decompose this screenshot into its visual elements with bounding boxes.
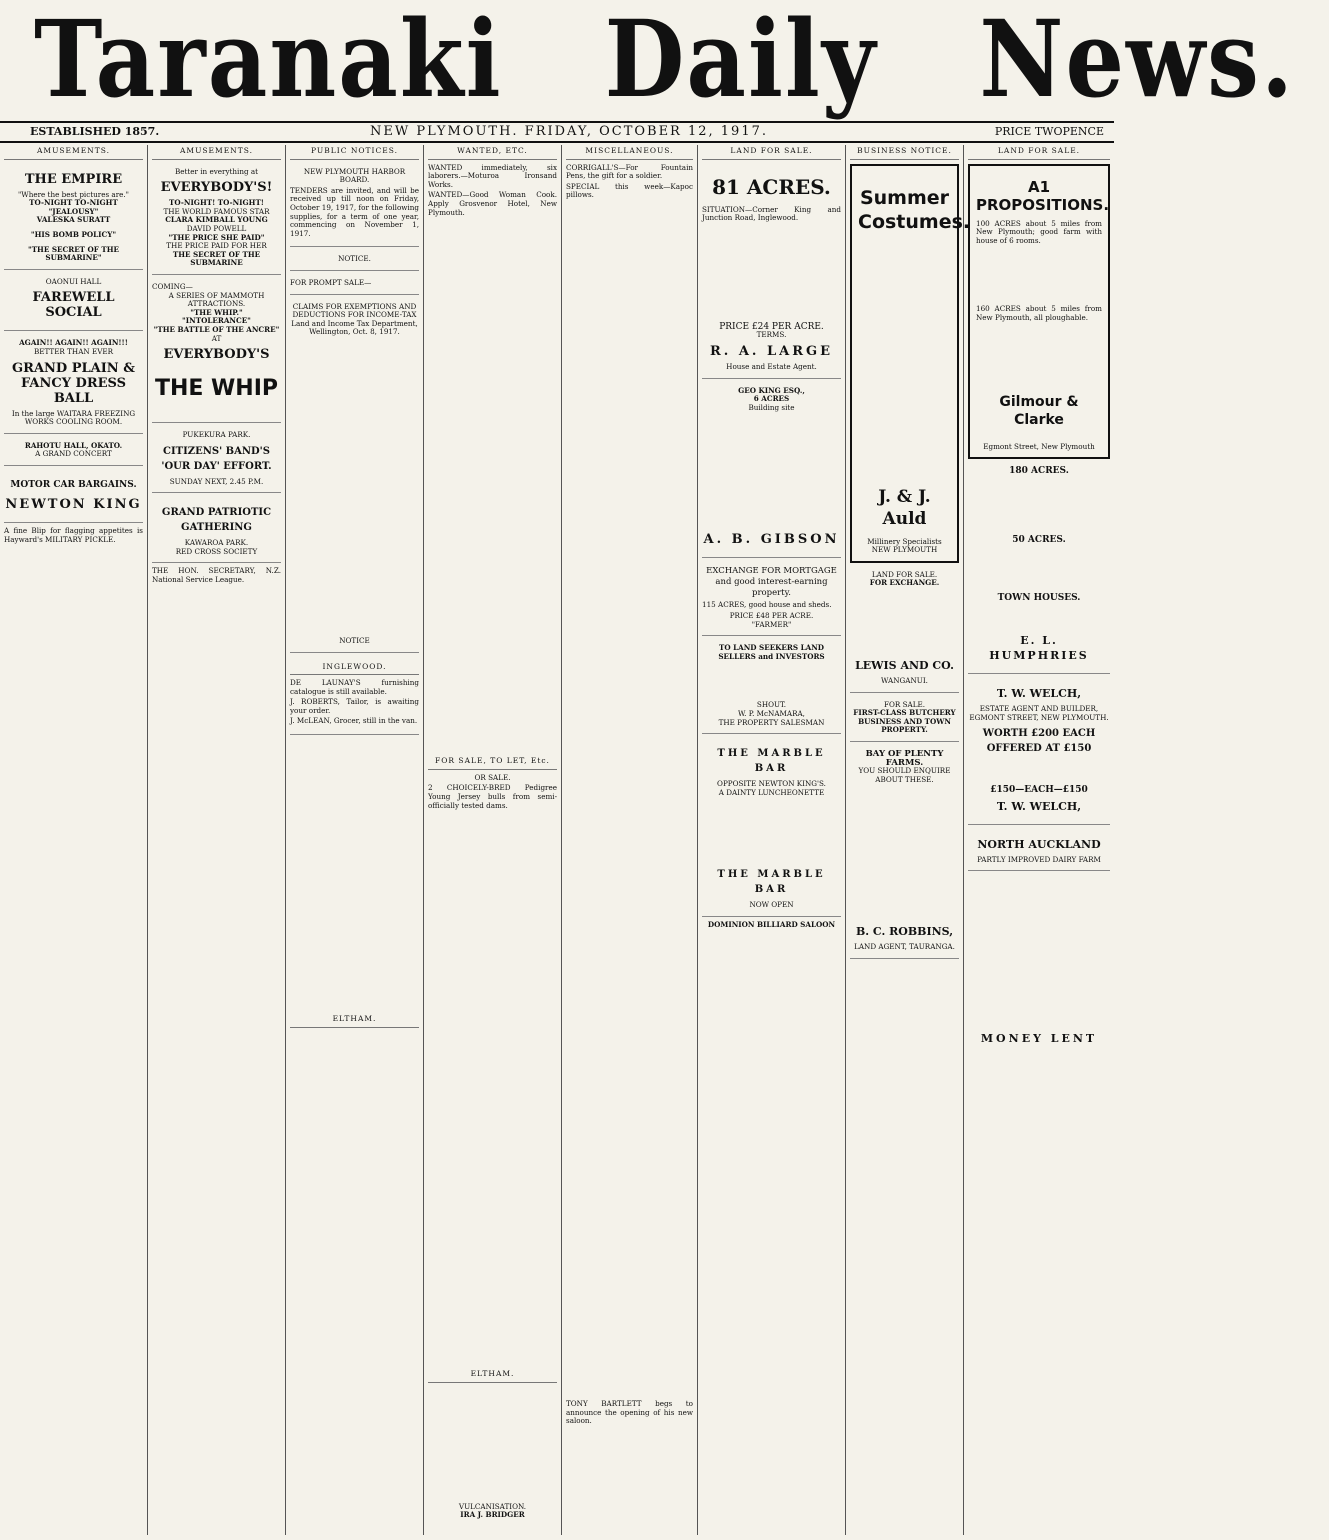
ad-title: NEWTON KING: [5, 496, 142, 512]
ad-text: "THE WHIP.": [190, 307, 243, 317]
ad-text: TO LAND SEEKERS LAND SELLERS and INVESTORS: [718, 643, 825, 661]
ad-text: YOU SHOULD ENQUIRE ABOUT THESE.: [858, 766, 951, 784]
ad-title: 81 ACRES.: [712, 174, 831, 199]
ad-text: Better in everything at: [174, 166, 259, 176]
title-word: Daily: [604, 0, 878, 122]
auckland-ad: [968, 829, 1110, 872]
section-heading: BUSINESS NOTICE.: [850, 147, 959, 160]
exchange-ad: [702, 562, 841, 636]
ad-title: B. C. ROBBINS,: [855, 925, 954, 939]
ad-text: FIRST-CLASS BUTCHERY BUSINESS AND TOWN PROPERTY.: [853, 708, 956, 735]
section-heading: LAND FOR SALE.: [968, 147, 1110, 160]
section-heading: MISCELLANEOUS.: [566, 147, 693, 160]
coming-ad: [152, 279, 281, 423]
ad-text: OAONUI HALL: [45, 276, 102, 286]
acres81-ad: [702, 164, 841, 379]
ad-text: A GRAND CONCERT: [35, 449, 112, 459]
ad-text: BETTER THAN EVER: [33, 346, 114, 356]
section-heading: ELTHAM.: [428, 1370, 557, 1383]
ad-text: VULCANISATION.: [458, 1501, 527, 1511]
humphries-ad: [968, 463, 1110, 674]
section-heading: FOR SALE, TO LET, Etc.: [428, 757, 557, 770]
ad-title: E. L. HUMPHRIES: [989, 633, 1089, 662]
ad-title: GRAND PLAIN & FANCY DRESS BALL: [12, 360, 135, 406]
gilmour-ad: [968, 164, 1110, 460]
section-heading: PUBLIC NOTICES.: [290, 147, 419, 160]
ad-title: THE MARBLE BAR: [717, 748, 826, 775]
ad-text: 115 ACRES, good house and sheds.: [702, 600, 832, 610]
title-word: News.: [979, 0, 1296, 122]
ad-text: 100 ACRES about 5 miles from New Plymouth; good farm with house of 6 rooms.: [976, 218, 1102, 245]
ad-text: KAWAROA PARK.: [184, 538, 249, 548]
marble-bar-ad: [702, 738, 841, 917]
ad-title: T. W. WELCH,: [996, 686, 1082, 700]
ad-text: FOR SALE.: [884, 699, 925, 709]
ad-text: PRICE £24 PER ACRE.: [719, 321, 824, 332]
concert-ad: [4, 438, 143, 466]
ad-title: LEWIS AND CO.: [855, 658, 954, 672]
ad-text: OR SALE.: [474, 772, 511, 782]
ad-title: A1 PROPOSITIONS.: [976, 177, 1110, 214]
oaonui-ad: [4, 274, 143, 332]
ad-text: ESTATE AGENT AND BUILDER, EGMONT STREET, NEW PLYMOUTH.: [969, 703, 1109, 722]
ad-text: AGAIN!! AGAIN!! AGAIN!!!: [19, 338, 128, 348]
column-3: [286, 145, 424, 1535]
ad-text: W. P. McNAMARA,: [738, 708, 805, 718]
ad-title: Gilmour & Clarke: [999, 393, 1079, 428]
ad-text: SITUATION—Corner King and Junction Road, Inglewood.: [702, 204, 841, 223]
ad-text: EXCHANGE FOR MORTGAGE and good interest-earning property.: [706, 566, 837, 599]
columns: [0, 145, 1114, 1535]
ad-text: THE WORLD FAMOUS STAR: [163, 206, 270, 216]
masthead: [0, 0, 1296, 122]
ad-text: RAHOTU HALL, OKATO.: [24, 440, 123, 450]
ad-text: House and Estate Agent.: [726, 361, 817, 371]
ad-text: Egmont Street, New Plymouth: [983, 441, 1095, 451]
ad-text: TENDERS are invited, and will be received up till noon on Friday, October 19, 1917, for the following supplies, for a term of one year, commencing on November 1, 1917.: [290, 185, 419, 238]
ad-text: VALESKA SURATT: [36, 215, 111, 225]
ad-text: OPPOSITE NEWTON KING'S.: [717, 779, 826, 789]
ad-text: CLARA KIMBALL YOUNG: [165, 215, 268, 225]
welch-ad: [968, 678, 1110, 825]
ad-text: DOMINION BILLIARD SALOON: [707, 919, 836, 929]
ad-text: "FARMER": [751, 619, 792, 629]
ad-text: DAVID POWELL: [186, 223, 247, 233]
everybodys-ad: [152, 164, 281, 275]
ad-text: NEW PLYMOUTH HARBOR BOARD.: [303, 166, 406, 185]
ad-text: AT: [211, 333, 222, 343]
ad-text: SUNDAY NEXT, 2.45 P.M.: [169, 476, 264, 486]
ad-text: NOTICE.: [338, 254, 371, 264]
harbour-notice: [290, 164, 419, 248]
ad-text: RED CROSS SOCIETY: [175, 546, 258, 556]
ad-text: NOW OPEN: [749, 900, 794, 910]
ad-title: NORTH AUCKLAND: [977, 837, 1101, 851]
dateline: NEW PLYMOUTH. FRIDAY, OCTOBER 12, 1917.: [370, 124, 769, 139]
ad-text: Land and Income Tax Department, Wellington, Oct. 8, 1917.: [291, 318, 418, 337]
ad-text: "HIS BOMB POLICY": [30, 229, 117, 239]
ad-title: MOTOR CAR BARGAINS.: [10, 479, 137, 490]
newspaper-title: [0, 0, 1296, 127]
ad-title: CITIZENS' BAND'S 'OUR DAY' EFFORT.: [161, 445, 272, 472]
section-heading: WANTED, ETC.: [428, 147, 557, 160]
section-heading: ELTHAM.: [290, 1015, 419, 1028]
ad-text: TERMS.: [756, 330, 787, 340]
pukekura-ad: [152, 427, 281, 493]
ad-text: A fine Blip for flagging appetites is Hayward's MILITARY PICKLE.: [4, 525, 143, 544]
ad-text: THE PRICE PAID FOR HER: [166, 241, 267, 251]
ad-title: GRAND PATRIOTIC GATHERING: [161, 507, 272, 534]
established: ESTABLISHED 1857.: [30, 125, 160, 138]
ad-text: 160 ACRES about 5 miles from New Plymouth, all ploughable.: [976, 304, 1102, 322]
column-6: [698, 145, 846, 1535]
ad-text: "THE BATTLE OF THE ANCRE": [153, 324, 280, 334]
ad-title: J. & J. Auld: [878, 486, 931, 529]
ad-text: 2 CHOICELY-BRED Pedigree Young Jersey bulls from semi-officially tested dams.: [428, 783, 557, 810]
ad-title: Summer Costumes.: [858, 186, 971, 233]
ad-text: TO-NIGHT TO-NIGHT: [29, 198, 118, 208]
ad-text: WANTED immediately, six laborers.—Moturoa Ironsand Works.: [428, 162, 557, 189]
ad-title: THE MARBLE BAR: [717, 869, 826, 896]
ad-text: "THE SECRET OF THE SUBMARINE": [27, 244, 120, 263]
ad-text: A SERIES OF MAMMOTH ATTRACTIONS.: [168, 290, 265, 309]
prompt-sale: [290, 275, 419, 295]
ad-text: 6 ACRES: [753, 394, 790, 404]
ad-text: Millinery Specialists NEW PLYMOUTH: [867, 536, 942, 555]
column-7: [846, 145, 971, 1535]
ball-ad: [4, 335, 143, 433]
mcnamara-ad: [702, 640, 841, 734]
notice: [290, 251, 419, 271]
ad-text: COMING—: [152, 281, 193, 291]
ad-text: J. McLEAN, Grocer, still in the van.: [290, 716, 418, 726]
butchery-ad: [850, 697, 959, 742]
ad-text: "JEALOUSY": [48, 206, 99, 216]
ad-text: TOWN HOUSES.: [997, 593, 1081, 604]
inglewood-section: [290, 657, 419, 736]
ad-text: "INTOLERANCE": [182, 316, 251, 326]
ad-text: BAY OF PLENTY FARMS.: [865, 748, 944, 768]
ad-title: A. B. GIBSON: [703, 532, 840, 548]
column-4: [424, 145, 562, 1535]
ad-title: T. W. WELCH,: [996, 799, 1082, 813]
ad-text: "Where the best pictures are.": [18, 189, 129, 199]
acres6-ad: [702, 383, 841, 559]
ad-title: EVERYBODY'S!: [160, 180, 273, 196]
ad-text: LAND FOR SALE.: [871, 569, 938, 579]
ad-text: PARTLY IMPROVED DAIRY FARM: [977, 854, 1101, 864]
ad-text: IRA J. BRIDGER: [460, 1510, 525, 1520]
ad-text: PRICE £48 PER ACRE.: [729, 610, 814, 620]
ad-text: SPECIAL this week—Kapoc pillows.: [566, 181, 693, 200]
column-1: [0, 145, 148, 1535]
ad-text: £150—EACH—£150: [990, 785, 1088, 796]
ad-text: FOR PROMPT SALE—: [290, 277, 372, 287]
column-8: [964, 145, 1114, 1535]
robbins-ad: [850, 746, 959, 959]
ad-text: A DAINTY LUNCHEONETTE: [718, 787, 825, 797]
price: PRICE TWOPENCE: [994, 125, 1104, 138]
ad-text: 50 ACRES.: [1012, 534, 1066, 545]
ad-text: SHOUT.: [756, 700, 787, 710]
ad-text: FOR EXCHANGE.: [869, 578, 940, 588]
ad-text: GEO KING ESQ.,: [738, 385, 805, 395]
ad-text: Building site: [748, 402, 795, 412]
ad-title: FAREWELL SOCIAL: [32, 290, 115, 321]
ad-text: WANGANUI.: [881, 675, 928, 685]
ad-text: PUKEKURA PARK.: [182, 430, 251, 440]
ad-text: THE SECRET OF THE SUBMARINE: [172, 249, 261, 268]
ad-text: THE PROPERTY SALESMAN: [718, 717, 825, 727]
ad-title: R. A. LARGE: [709, 343, 834, 359]
title-word: Taranaki: [34, 0, 503, 122]
column-5: [562, 145, 698, 1535]
ad-title: MONEY LENT: [980, 1032, 1098, 1046]
ad-text: TO-NIGHT! TO-NIGHT!: [169, 198, 264, 208]
ad-text: DE LAUNAY'S furnishing catalogue is still available.: [290, 678, 419, 696]
ad-text: LAND AGENT, TAURANGA.: [854, 942, 955, 952]
section-heading: LAND FOR SALE.: [702, 147, 841, 160]
auld-ad: [850, 164, 971, 563]
lewis-ad: [850, 567, 959, 693]
ad-text: THE HON. SECRETARY, N.Z. National Service League.: [152, 566, 281, 585]
section-heading: AMUSEMENTS.: [4, 147, 143, 160]
ad-text: NOTICE: [339, 635, 370, 645]
ad-text: J. ROBERTS, Tailor, is awaiting your order.: [290, 697, 419, 715]
ad-title: THE WHIP: [154, 376, 279, 402]
ad-title: WORTH £200 EACH OFFERED AT £150: [982, 728, 1096, 755]
gathering-ad: [152, 497, 281, 563]
ad-text: TONY BARTLETT begs to announce the opening of his new saloon.: [566, 1398, 693, 1426]
ad-text: "THE PRICE SHE PAID": [168, 232, 265, 242]
column-2: [148, 145, 286, 1535]
tax-notice: [290, 299, 419, 653]
ad-title: EVERYBODY'S: [163, 347, 270, 363]
ad-text: In the large WAITARA FREEZING WORKS COOLING ROOM.: [11, 408, 136, 427]
ad-text: WANTED—Good Woman Cook. Apply Grosvenor Hotel, New Plymouth.: [428, 190, 557, 217]
section-heading: AMUSEMENTS.: [152, 147, 281, 160]
motor-ad: [4, 470, 143, 523]
section-heading: INGLEWOOD.: [290, 663, 419, 676]
dateline-bar: [0, 121, 1114, 143]
ad-text: CORRIGALL'S—For Fountain Pens, the gift for a soldier.: [566, 162, 693, 181]
ad-text: CLAIMS FOR EXEMPTIONS AND DEDUCTIONS FOR INCOME-TAX: [292, 301, 417, 320]
empire-ad: [4, 164, 143, 270]
ad-text: 180 ACRES.: [1009, 466, 1069, 477]
ad-title: THE EMPIRE: [24, 171, 123, 187]
